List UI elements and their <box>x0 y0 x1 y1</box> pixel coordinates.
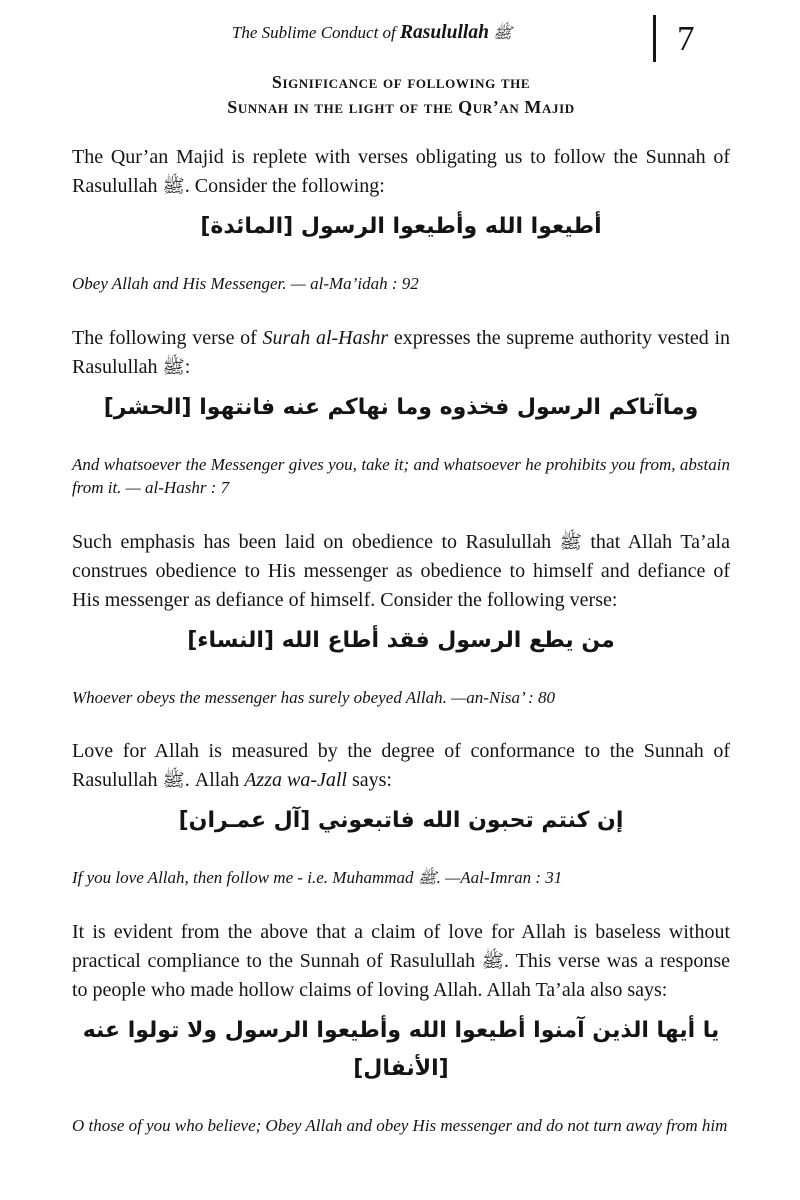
pbuh-icon: ﷺ <box>481 950 505 972</box>
translation-text: O those of you who believe; Obey Allah and obey His messenger and do not turn away from him <box>72 1115 728 1135</box>
pbuh-icon: ﷺ <box>559 531 582 553</box>
arabic-verse: يا أيها الذين آمنوا أطيعوا الله وأطيعوا الرسول ولا تولوا عنه [الأنفال] <box>82 1017 720 1081</box>
running-title-text: The Sublime Conduct of <box>231 23 401 42</box>
pbuh-icon: ﷺ <box>162 176 185 197</box>
arabic-verse: من يطع الرسول فقد أطاع الله [النساء] <box>187 627 615 653</box>
intro-paragraph <box>72 143 730 201</box>
folio-divider <box>653 15 656 62</box>
chapter-heading-line1: Significance of following the <box>271 72 531 92</box>
page-header <box>0 0 800 70</box>
translation-text: . —Aal-Imran : 31 <box>436 868 563 887</box>
page-number: 7 <box>677 19 695 58</box>
verse-section-4 <box>72 737 730 890</box>
intro-paragraph <box>72 528 730 615</box>
verse-section-3 <box>72 528 730 710</box>
chapter-heading <box>72 70 730 120</box>
pbuh-icon: ﷺ <box>162 356 185 378</box>
verse-translation <box>72 686 730 710</box>
intro-text-italic: Azza wa-Jall <box>244 769 347 791</box>
verse-translation <box>72 453 730 500</box>
intro-text: Love for Allah is measured by the degree of conformance to the Sunnah of Rasulullah <box>72 740 730 791</box>
intro-text-italic: Surah al-Hashr <box>262 326 389 349</box>
chapter-heading-line2: Sunnah in the light of the Qur’an Majid <box>227 97 575 117</box>
intro-paragraph <box>72 918 730 1005</box>
intro-text: expresses the supreme authority vested in Rasulullah <box>72 326 730 378</box>
intro-text: The Qur’an Majid is replete with verses obligating us to follow the Sunnah of Rasulullah <box>72 146 730 197</box>
intro-text: . Allah <box>184 769 245 791</box>
verse-translation <box>72 1114 730 1138</box>
intro-text: The following verse of <box>72 326 263 349</box>
folio <box>653 15 695 62</box>
intro-text: that Allah Ta’ala construes obedience to His messenger as obedience to himself and defiance of His messenger as defiance of himself. Consider the following verse: <box>72 530 730 611</box>
intro-text: : <box>184 355 191 378</box>
verse-section-1 <box>72 143 730 296</box>
intro-text: It is evident from the above that a claim of love for Allah is baseless without practical compliance to the Sunnah of Rasulullah <box>72 920 730 972</box>
translation-text: If you love Allah, then follow me - i.e. Muhammad <box>72 868 418 887</box>
running-title-emphasis: Rasulullah <box>400 22 489 43</box>
arabic-verse: وماآتاكم الرسول فخذوه وما نهاكم عنه فانتهوا [الحشر] <box>103 394 699 420</box>
intro-paragraph <box>72 737 730 795</box>
arabic-verse: إن كنتم تحبون الله فاتبعوني [آل عمـران] <box>178 808 624 833</box>
pbuh-icon: ﷺ <box>417 868 437 887</box>
intro-text: . This verse was a response to people who made hollow claims of loving Allah. Allah Ta’ala also says: <box>72 949 730 1001</box>
verse-section-5 <box>72 918 730 1138</box>
intro-paragraph <box>72 324 730 382</box>
translation-text: Obey Allah and His Messenger. — al-Ma’idah : 92 <box>72 274 419 293</box>
intro-text: . Consider the following: <box>184 175 385 197</box>
pbuh-icon: ﷺ <box>162 770 185 791</box>
running-title <box>72 22 672 46</box>
pbuh-icon: ﷺ <box>493 23 513 42</box>
translation-text: And whatsoever the Messenger gives you, take it; and whatsoever he prohibits you from, abstain from it. — al-Hashr : 7 <box>72 454 730 497</box>
translation-text: Whoever obeys the messenger has surely obeyed Allah. —an-Nisa’ : 80 <box>72 687 555 707</box>
verse-translation <box>72 272 730 296</box>
verse-section-2 <box>72 324 730 500</box>
arabic-verse: أطيعوا الله وأطيعوا الرسول [المائدة] <box>200 214 602 239</box>
page-content <box>72 143 730 1165</box>
intro-text: says: <box>346 769 392 791</box>
intro-text: Such emphasis has been laid on obedience to Rasulullah <box>72 530 560 553</box>
verse-translation <box>72 866 730 890</box>
